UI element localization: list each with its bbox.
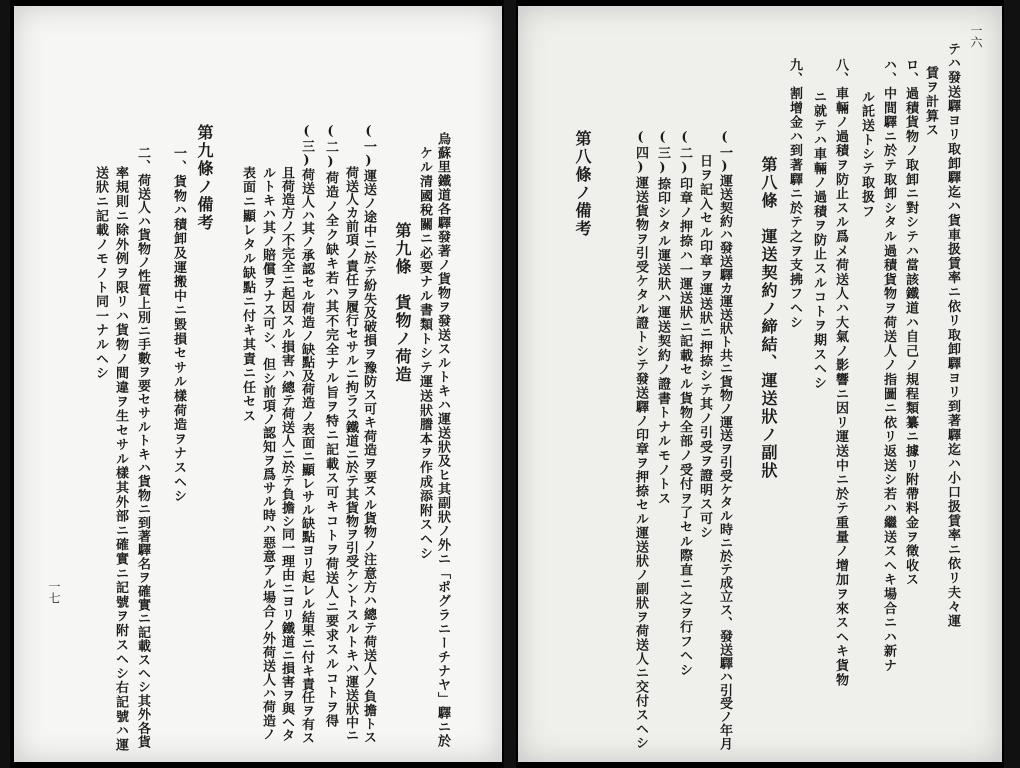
article-8-notes-heading: 第八條ノ備考 — [573, 130, 592, 238]
text-column-right-1: テハ發送驛ヨリ取卸驛迄ハ貨車扱賃率ニ依リ取卸驛ヨリ到著驛迄ハ小口扱賃率ニ依リ夫々運 — [945, 42, 960, 629]
left-margin — [0, 0, 10, 768]
text-column-right-13: (三)捺印シタル運送狀ハ運送契約ノ證書トナルモノトス — [655, 130, 670, 506]
text-column-right-10: (一)運送契約ハ發送驛カ運送狀ト共ニ貨物ノ運送ヲ引受ケタル時ニ於テ成立ス、發送驛ハ引受ノ年月 — [717, 130, 732, 751]
page-number-right: 一六 — [969, 24, 983, 48]
text-column-right-8: 九、割增金ハ到著驛ニ於テ之ヲ支拂フヘシ — [787, 58, 802, 330]
right-page — [518, 6, 1002, 762]
text-column-right-11: 日ヲ記入セル印章ヲ運送狀ニ押捺シテ其ノ引受ヲ證明ス可シ — [697, 154, 712, 541]
left-page — [14, 6, 502, 762]
text-column-left-10: 表面ニ顯レタル缺點ニ付キ其責ニ任セス — [240, 166, 255, 424]
text-column-left-7: (三)荷送人ハ其ノ承認セル荷造ノ缺點及荷造ノ表面ニ顯レサル缺點ヨリ起レル結果ニ付キ責任ヲ有ス — [299, 124, 314, 745]
text-column-right-4: ハ、中間驛ニ於テ取卸シタル過積貨物ヲ荷送人ノ指圖ニ依リ返送シ若ハ繼送スヘキ場合ニハ新ナ — [881, 58, 896, 673]
text-column-left-1: 烏蘇里鐵道各驛發著ノ貨物ヲ發送スルトキハ運送狀及ヒ其副狀ノ外ニ「ポグラニーチナヤ」驛ニ於 — [435, 132, 450, 748]
article-9-notes-heading: 第九條ノ備考 — [195, 124, 214, 232]
text-column-left-2: ケル清國稅關ニ必要ナル書類トシテ運送狀謄本ヲ作成添附スヘシ — [417, 146, 432, 561]
article-8-heading: 第八條 運送契約ノ締結、運送狀ノ副狀 — [759, 156, 778, 480]
text-column-left-5: 荷送人カ前項ノ責任ヲ履行セサルニ拘ラス鐵道ニ於テ其貨物ヲ引受ケントスルトキハ運送狀中ニ — [343, 166, 358, 743]
book-gutter — [504, 0, 516, 768]
text-column-right-7: ニ就テハ車輛ノ過積ヲ防止スルコトヲ期スヘシ — [811, 90, 826, 391]
text-column-right-3: ロ、過積貨物ノ取卸ニ對シテハ當該鐵道ハ自己ノ規程類纂ニ據リ附帶料金ヲ徵收ス — [903, 58, 918, 588]
right-margin — [1004, 0, 1020, 768]
text-column-right-2: 賃ヲ計算ス — [923, 66, 938, 138]
text-column-right-6: 八、車輛ノ過積ヲ防止スル爲メ荷送人ハ大氣ノ影響ニ因リ運送中ニ於テ重量ノ增加ヲ來スヘキ貨物 — [833, 58, 848, 688]
text-column-left-15: 送狀ニ記載ノモノト同一ナルヘシ — [93, 166, 108, 381]
text-column-left-14: 率規則ニ除外例ヲ限リハ貨物ノ間違ヲ生セサル樣其外部ニ確實ニ記號ヲ附スヘシ右記號ハ運 — [113, 166, 128, 753]
text-column-left-12: 一、貨物ハ積卸及運搬中ニ毀損セサル樣荷造ヲナスヘシ — [171, 146, 186, 504]
text-column-left-6: (二)荷造ノ全ク缺キ若ハ其不完全ナル旨ヲ特ニ記載ス可キコトヲ荷送人ニ要求スルコトヲ得 — [323, 124, 338, 729]
text-column-left-13: 二、荷送人ハ貨物ノ性質上別ニ手數ヲ要セサルトキハ貨物ニ到著驛名ヲ確實ニ記載スヘシ其外各貨 — [135, 146, 150, 749]
text-column-left-4: (一)運送ノ途中ニ於テ紛失及破損ヲ豫防ス可キ荷造ヲ要スル貨物ノ注意方ハ總テ荷送人ノ負擔トス — [361, 124, 376, 745]
page-number-left: 一七 — [47, 580, 61, 604]
text-column-right-12: (二)印章ノ押捺ハ一運送狀ニ記載セル貨物全部ノ受付ヲ了セル際直ニ之ヲ行フヘシ — [677, 130, 692, 678]
text-column-right-14: (四)運送貨物ヲ引受ケタル證トシテ發送驛ノ印章ヲ押捺セル運送狀ノ副狀ヲ荷送人ニ交付スヘシ — [633, 130, 648, 750]
article-9-heading: 第九條 貨物ノ荷造 — [393, 222, 412, 384]
text-column-left-9: ルトキハ其ノ賠償ヲナス可シ、但シ前項ノ認知ヲ爲サル時ハ惡意アル場合ノ外荷送人ハ荷造ノ — [260, 166, 275, 742]
text-column-left-8: 且荷造方ノ不完全ニ起因スル損害ハ總テ荷送人ニ於テ負擔シ同一理由ニヨリ鐵道ニ損害ヲ與ヘタ — [279, 166, 294, 743]
text-column-right-5: ル託送トシテ取扱フ — [859, 90, 874, 219]
